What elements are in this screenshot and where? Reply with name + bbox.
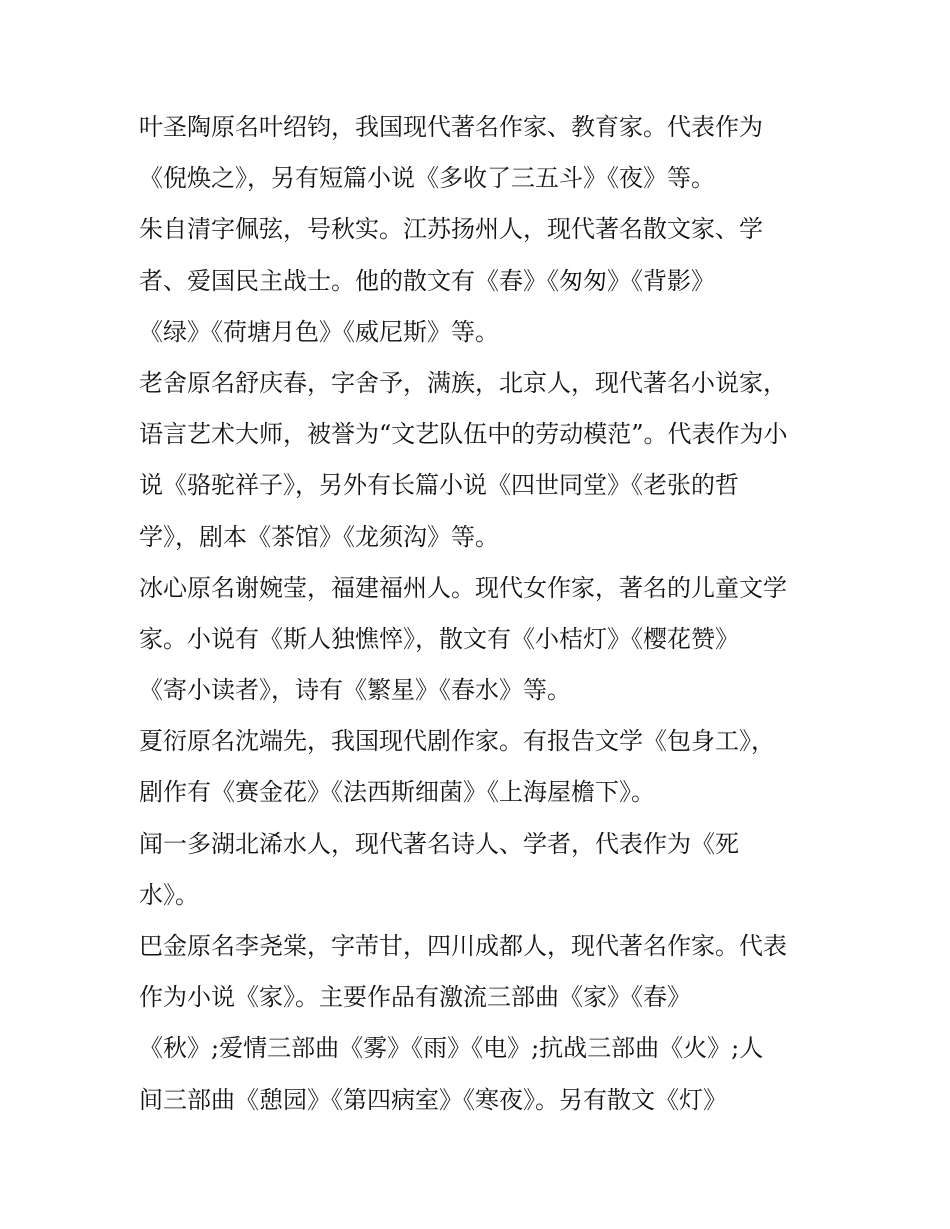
text-line: 叶圣陶原名叶绍钧，我国现代著名作家、教育家。代表作为 bbox=[139, 113, 763, 141]
text-line: 老舍原名舒庆春，字舍予，满族，北京人，现代著名小说家， bbox=[139, 368, 787, 397]
text-line: 《寄小读者》，诗有《繁星》《春水》等。 bbox=[139, 676, 571, 705]
text-line: 冰心原名谢婉莹，福建福州人。现代女作家，著名的儿童文学 bbox=[139, 573, 787, 602]
text-line: 《秋》;爱情三部曲《雾》《雨》《电》;抗战三部曲《火》;人 bbox=[139, 1034, 764, 1063]
text-line: 说《骆驼祥子》，另外有长篇小说《四世同堂》《老张的哲 bbox=[139, 471, 739, 500]
text-line: 学》，剧本《茶馆》《龙须沟》等。 bbox=[139, 522, 499, 551]
text-line: 夏衍原名沈端先，我国现代剧作家。有报告文学《包身工》， bbox=[139, 727, 775, 756]
text-line: 水》。 bbox=[139, 880, 199, 909]
text-line: 朱自清字佩弦，号秋实。江苏扬州人，现代著名散文家、学 bbox=[139, 215, 763, 244]
text-line: 家。小说有《斯人独憔悴》，散文有《小桔灯》《樱花赞》 bbox=[139, 624, 739, 653]
text-line: 语言艺术大师，被誉为“文艺队伍中的劳动模范”。代表作为小 bbox=[139, 420, 788, 449]
text-line: 者、爱国民主战士。他的散文有《春》《匆匆》《背影》 bbox=[139, 266, 715, 295]
text-line: 巴金原名李尧棠，字芾甘，四川成都人，现代著名作家。代表 bbox=[139, 932, 787, 960]
text-line: 闻一多湖北浠水人，现代著名诗人、学者，代表作为《死 bbox=[139, 829, 739, 858]
text-line: 《绿》《荷塘月色》《威尼斯》等。 bbox=[139, 317, 499, 346]
text-line: 剧作有《赛金花》《法西斯细菌》《上海屋檐下》。 bbox=[139, 778, 655, 807]
text-line: 作为小说《家》。主要作品有激流三部曲《家》《春》 bbox=[139, 983, 691, 1012]
document-body bbox=[139, 102, 839, 1126]
text-line: 《倪焕之》，另有短篇小说《多收了三五斗》《夜》等。 bbox=[139, 164, 715, 193]
text-line: 间三部曲《憩园》《第四病室》《寒夜》。另有散文《灯》 bbox=[139, 1085, 727, 1114]
